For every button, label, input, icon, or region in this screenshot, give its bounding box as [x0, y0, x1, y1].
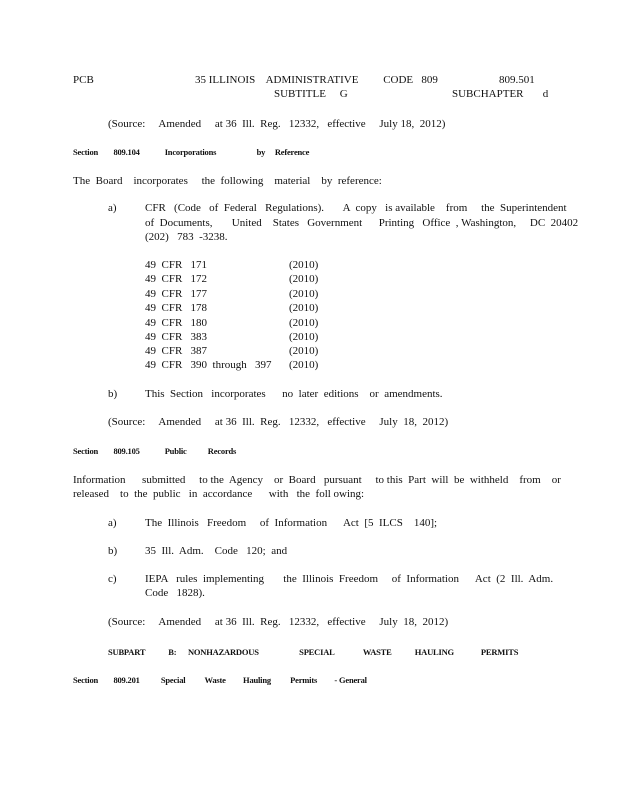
- cfr-ref: 49 CFR 178: [145, 302, 208, 314]
- cfr-year: (2010): [289, 302, 319, 314]
- item-text: CFR (Code of Federal Regulations). A copy is available from the Superintendent: [145, 202, 567, 214]
- header-subtitle: SUBTITLE G: [274, 88, 348, 100]
- cfr-ref: 49 CFR 383: [145, 331, 208, 343]
- cfr-row: [145, 316, 319, 330]
- cfr-row: [145, 344, 319, 358]
- cfr-ref: 49 CFR 172: [145, 273, 208, 285]
- header-title: 35 ILLINOIS ADMINISTRATIVE CODE 809: [195, 74, 438, 86]
- source-note: (Source: Amended at 36 Ill. Reg. 12332, effective July 18, 2012): [108, 616, 449, 628]
- item-text: This Section incorporates no later editions or amendments.: [145, 388, 443, 400]
- cfr-row: [145, 258, 319, 272]
- cfr-row: [145, 358, 319, 372]
- subpart-heading: SUBPART B: NONHAZARDOUS SPECIAL WASTE HAULING PERMITS: [108, 647, 519, 657]
- section-intro: released to the public in accordance with the foll owing:: [73, 488, 365, 500]
- header-section-number: 809.501: [499, 74, 535, 86]
- cfr-ref: 49 CFR 390 through 397: [145, 359, 272, 371]
- section-intro: Information submitted to the Agency or Board pursuant to this Part will be withheld from or: [73, 474, 561, 486]
- cfr-row: [145, 272, 319, 286]
- section-heading-809-201: Section 809.201 Special Waste Hauling Permits - General: [73, 675, 367, 685]
- cfr-year: (2010): [289, 331, 319, 343]
- cfr-row: [145, 330, 319, 344]
- cfr-year: (2010): [289, 359, 319, 371]
- item-text: Code 1828).: [145, 587, 205, 599]
- item-text: of Documents, United States Government Printing Office , Washington, DC 20402: [145, 217, 579, 229]
- item-text: (202) 783 -3238.: [145, 231, 228, 243]
- item-label: b): [108, 545, 118, 557]
- source-note: (Source: Amended at 36 Ill. Reg. 12332, effective July 18, 2012): [108, 118, 446, 130]
- section-intro: The Board incorporates the following material by reference:: [73, 175, 382, 187]
- item-label: b): [108, 388, 118, 400]
- cfr-year: (2010): [289, 345, 319, 357]
- item-label: c): [108, 573, 117, 585]
- cfr-year: (2010): [289, 317, 319, 329]
- cfr-row: [145, 301, 319, 315]
- item-label: a): [108, 202, 117, 214]
- cfr-year: (2010): [289, 288, 319, 300]
- header-agency: PCB: [73, 74, 94, 86]
- source-note: (Source: Amended at 36 Ill. Reg. 12332, effective July 18, 2012): [108, 416, 449, 428]
- item-text: 35 Ill. Adm. Code 120; and: [145, 545, 288, 557]
- item-text: The Illinois Freedom of Information Act [5 ILCS 140];: [145, 517, 438, 529]
- item-text: IEPA rules implementing the Illinois Freedom of Information Act (2 Ill. Adm.: [145, 573, 554, 585]
- item-label: a): [108, 517, 117, 529]
- cfr-year: (2010): [289, 273, 319, 285]
- cfr-ref: 49 CFR 180: [145, 317, 208, 329]
- cfr-ref: 49 CFR 171: [145, 259, 208, 271]
- section-heading-809-104: Section 809.104 Incorporations by Reference: [73, 147, 310, 157]
- header-subchapter: SUBCHAPTER d: [452, 88, 549, 100]
- cfr-ref: 49 CFR 177: [145, 288, 208, 300]
- cfr-ref: 49 CFR 387: [145, 345, 208, 357]
- cfr-year: (2010): [289, 259, 319, 271]
- section-heading-809-105: Section 809.105 Public Records: [73, 446, 237, 456]
- cfr-row: [145, 287, 319, 301]
